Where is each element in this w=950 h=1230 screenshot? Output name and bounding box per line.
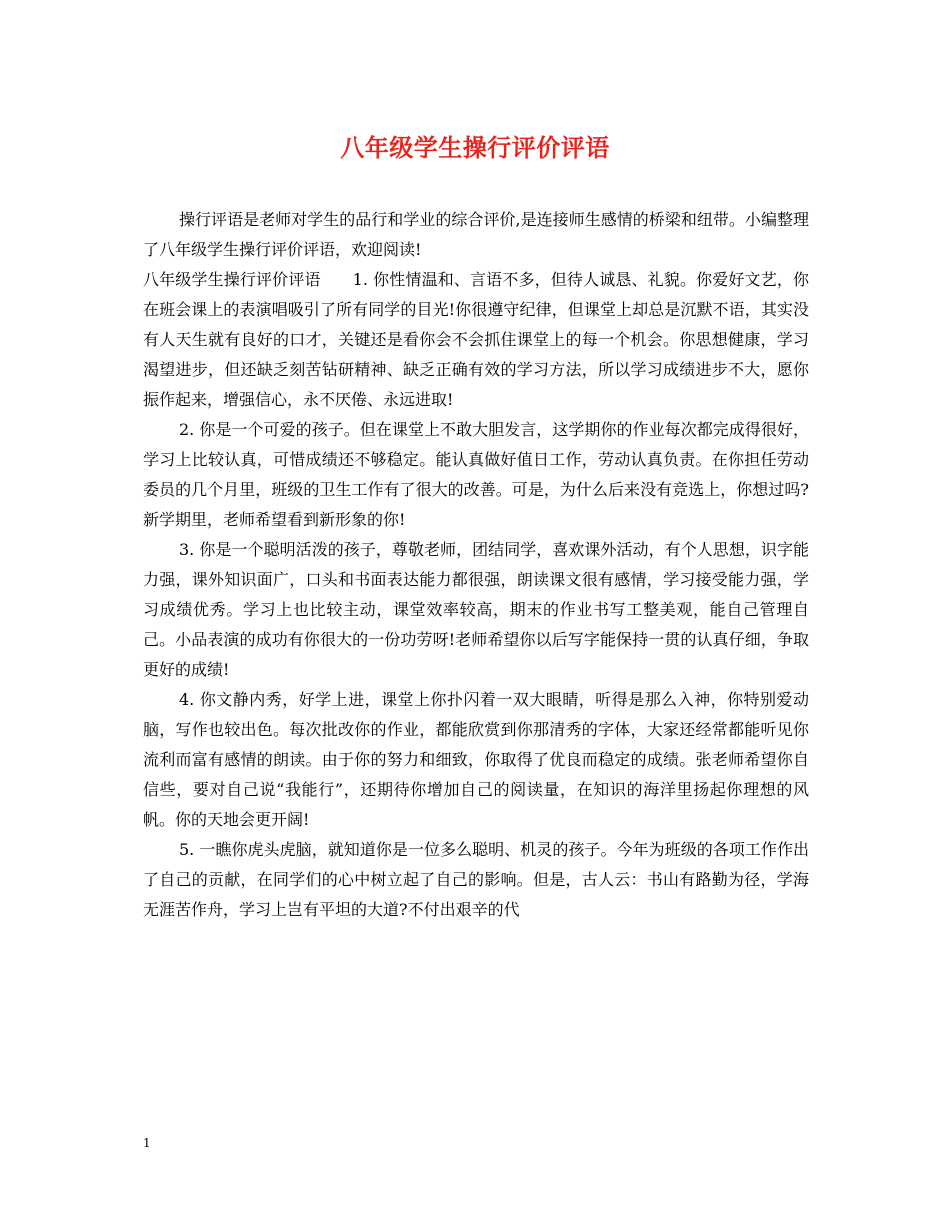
comment-paragraph-5: 5. 一瞧你虎头虎脑，就知道你是一位多么聪明、机灵的孩子。今年为班级的各项工作作出了自己的贡献，在同学们的心中树立起了自己的影响。但是，古人云：书山有路勤为径，学海无涯苦作舟，学习上岂有平坦的大道?不付出艰辛的代 <box>143 840 809 919</box>
document-body <box>143 205 809 925</box>
document-title: 八年级学生操行评价评语 <box>340 133 610 162</box>
first-comment-paragraph <box>143 265 809 415</box>
comment-paragraph-3: 3. 你是一个聪明活泼的孩子，尊敬老师，团结同学，喜欢课外活动，有个人思想，识字能力强，课外知识面广，口头和书面表达能力都很强，朗读课文很有感情，学习接受能力强，学习成绩优秀。学习上也比较主动，课堂效率较高，期末的作业书写工整美观，能自己管理自己。小品表演的成功有你很大的一份功劳呀!老师希望你以后写字能保持一贯的认真仔细，争取更好的成绩! <box>143 540 809 679</box>
comment-text-1: 1. 你性情温和、言语不多，但待人诚恳、礼貌。你爱好文艺，你在班会课上的表演唱吸引了所有同学的目光!你很遵守纪律，但课堂上却总是沉默不语，其实没有人天生就有良好的口才，关键还是看你会不会抓住课堂上的每一个机会。你思想健康，学习渴望进步，但还缺乏刻苦钻研精神、缺乏正确有效的学习方法，所以学习成绩进步不大，愿你振作起来，增强信心，永不厌倦、永远进取! <box>143 270 809 409</box>
page-number: 1 <box>143 1136 151 1150</box>
comment-paragraph-2: 2. 你是一个可爱的孩子。但在课堂上不敢大胆发言，这学期你的作业每次都完成得很好，学习上比较认真，可惜成绩还不够稳定。能认真做好值日工作，劳动认真负责。在你担任劳动委员的几个月里，班级的卫生工作有了很大的改善。可是，为什么后来没有竞选上，你想过吗?新学期里，老师希望看到新形象的你! <box>143 420 809 529</box>
comment-paragraph-4: 4. 你文静内秀，好学上进，课堂上你扑闪着一双大眼睛，听得是那么入神，你特别爱动脑，写作也较出色。每次批改你的作业，都能欣赏到你那清秀的字体，大家还经常都能听见你流利而富有感情的朗读。由于你的努力和细致，你取得了优良而稳定的成绩。张老师希望你自信些，要对自己说“我能行”，还期待你增加自己的阅读量，在知识的海洋里扬起你理想的风帆。你的天地会更开阔! <box>143 690 809 829</box>
section-subtitle: 八年级学生操行评价评语 <box>143 270 321 289</box>
intro-paragraph: 操行评语是老师对学生的品行和学业的综合评价,是连接师生感情的桥梁和纽带。小编整理了八年级学生操行评价评语，欢迎阅读! <box>143 210 809 259</box>
